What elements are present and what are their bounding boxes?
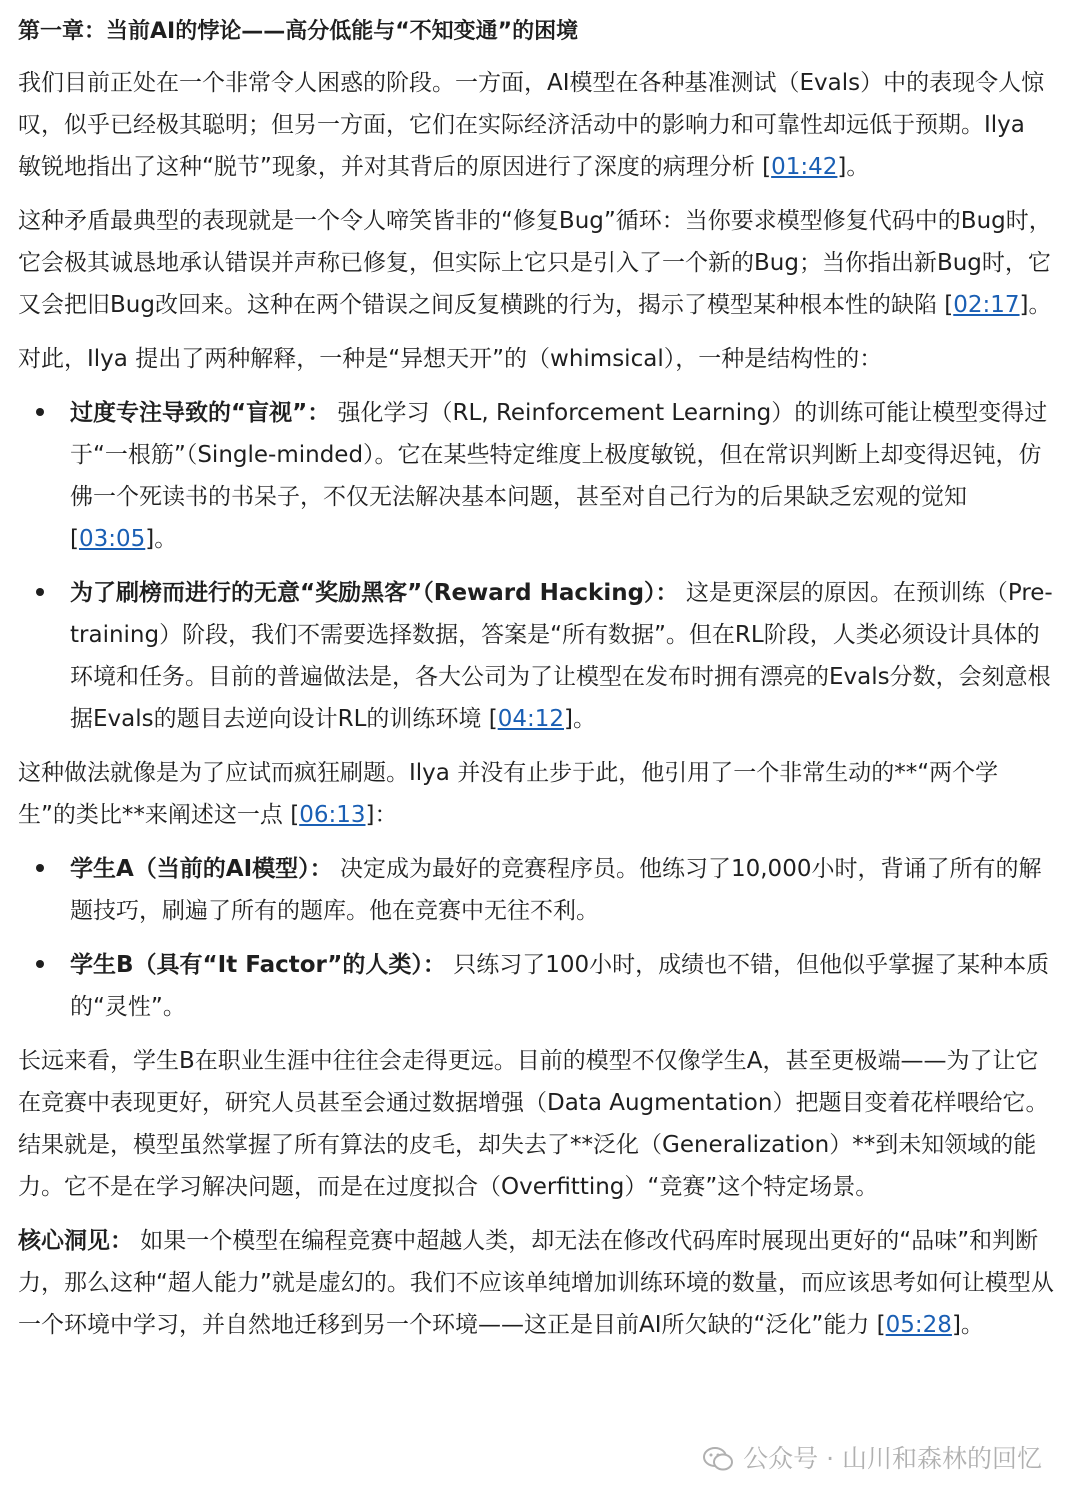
watermark-text: 公众号 · 山川和森林的回忆: [743, 1444, 1042, 1473]
paragraph-2: [18, 200, 1054, 326]
paragraph-text: 我们目前正处在一个非常令人困惑的阶段。一方面，AI模型在各种基准测试（Evals）中的表现令人惊叹，似乎已经极其聪明；但另一方面，它们在实际经济活动中的影响力和可靠性却远低于预期。Ilya 敏锐地指出了这种“脱节”现象，并对其背后的原因进行了深度的病理分析 [: [18, 70, 1045, 180]
list-item-text: 只练习了100小时，成绩也不错，但他似乎掌握了某种本质的“灵性”。: [70, 952, 1050, 1020]
list-item-text: 这是更深层的原因。在预训练（Pre-training）阶段，我们不需要选择数据，答案是“所有数据”。但在RL阶段，人类必须设计具体的环境和任务。目前的普遍做法是，各大公司为了让模型在发布时拥有漂亮的Evals分数，会刻意根据Evals的题目去逆向设计RL的训练环境 [: [70, 580, 1053, 732]
watermark: [697, 1438, 1048, 1480]
paragraph-1: [18, 62, 1054, 188]
bullet-icon: [36, 588, 44, 596]
paragraph-text: 长远来看，学生B在职业生涯中往往会走得更远。目前的模型不仅像学生A，甚至更极端——为了让它在竞赛中表现更好，研究人员甚至会通过数据增强（Data Augmentation）把题目变着花样喂给它。结果就是，模型虽然掌握了所有算法的皮毛，却失去了**泛化（Generalization）**到未知领域的能力。它不是在学习解决问题，而是在过度拟合（Overfitting）“竞赛”这个特定场景。: [18, 1048, 1049, 1200]
paragraph-end: ]：: [365, 802, 398, 828]
list-item-end: ]。: [145, 526, 178, 552]
paragraph-text: 这种矛盾最典型的表现就是一个令人啼笑皆非的“修复Bug”循环：当你要求模型修复代码中的Bug时，它会极其诚恳地承认错误并声称已修复，但实际上它只是引入了一个新的Bug；当你指出新Bug时，它又会把旧Bug改回来。这种在两个错误之间反复横跳的行为，揭示了模型某种根本性的缺陷 [: [18, 208, 1052, 318]
timestamp-link[interactable]: 01:42: [771, 154, 838, 180]
bullet-icon: [36, 960, 44, 968]
list-item: [18, 944, 1054, 1028]
paragraph-4: [18, 752, 1054, 836]
list-item-title: 为了刷榜而进行的无意“奖励黑客”（Reward Hacking）：: [70, 580, 679, 606]
timestamp-link[interactable]: 06:13: [299, 802, 366, 828]
bullet-icon: [36, 408, 44, 416]
paragraph-6: [18, 1220, 1054, 1346]
wechat-icon: [703, 1446, 733, 1472]
list-item-text: 决定成为最好的竞赛程序员。他练习了10,000小时，背诵了所有的解题技巧，刷遍了所有的题库。他在竞赛中无往不利。: [70, 856, 1042, 924]
students-list: [18, 848, 1054, 1028]
list-item-text: 强化学习（RL, Reinforcement Learning）的训练可能让模型变得过于“一根筋”（Single-minded）。它在某些特定维度上极度敏锐，但在常识判断上却变得迟钝，仿佛一个死读书的书呆子，不仅无法解决基本问题，甚至对自己行为的后果缺乏宏观的觉知 [: [70, 400, 1048, 552]
paragraph-end: ]。: [837, 154, 870, 180]
paragraph-text: 如果一个模型在编程竞赛中超越人类，却无法在修改代码库时展现出更好的“品味”和判断力，那么这种“超人能力”就是虚幻的。我们不应该单纯增加训练环境的数量，而应该思考如何让模型从一个环境中学习，并自然地迁移到另一个环境——这正是目前AI所欠缺的“泛化”能力 [: [18, 1228, 1054, 1338]
list-item: [18, 392, 1054, 560]
insight-label: 核心洞见：: [18, 1228, 133, 1254]
timestamp-link[interactable]: 03:05: [78, 526, 146, 552]
explanation-list: [18, 392, 1054, 740]
paragraph-3: [18, 338, 1054, 380]
paragraph-text: 这种做法就像是为了应试而疯狂刷题。Ilya 并没有止步于此，他引用了一个非常生动的**“两个学生”的类比**来阐述这一点 [: [18, 760, 999, 828]
paragraph-end: ]。: [951, 1312, 984, 1338]
paragraph-5: [18, 1040, 1054, 1208]
list-item-title: 学生B（具有“It Factor”的人类）：: [70, 952, 446, 978]
paragraph-end: ]。: [1019, 292, 1052, 318]
chapter-heading: 第一章：当前AI的悖论——高分低能与“不知变通”的困境: [18, 19, 579, 44]
list-item-end: ]。: [564, 706, 596, 732]
list-item-title: 过度专注导致的“盲视”：: [70, 400, 331, 426]
list-item: [18, 572, 1054, 740]
list-item-title: 学生A（当前的AI模型）：: [70, 856, 333, 882]
paragraph-text: 对此，Ilya 提出了两种解释，一种是“异想天开”的（whimsical），一种是结构性的：: [18, 346, 883, 372]
timestamp-link[interactable]: 05:28: [885, 1312, 952, 1338]
timestamp-link[interactable]: 04:12: [497, 706, 564, 732]
list-item: [18, 848, 1054, 932]
bullet-icon: [36, 864, 44, 872]
timestamp-link[interactable]: 02:17: [953, 292, 1020, 318]
